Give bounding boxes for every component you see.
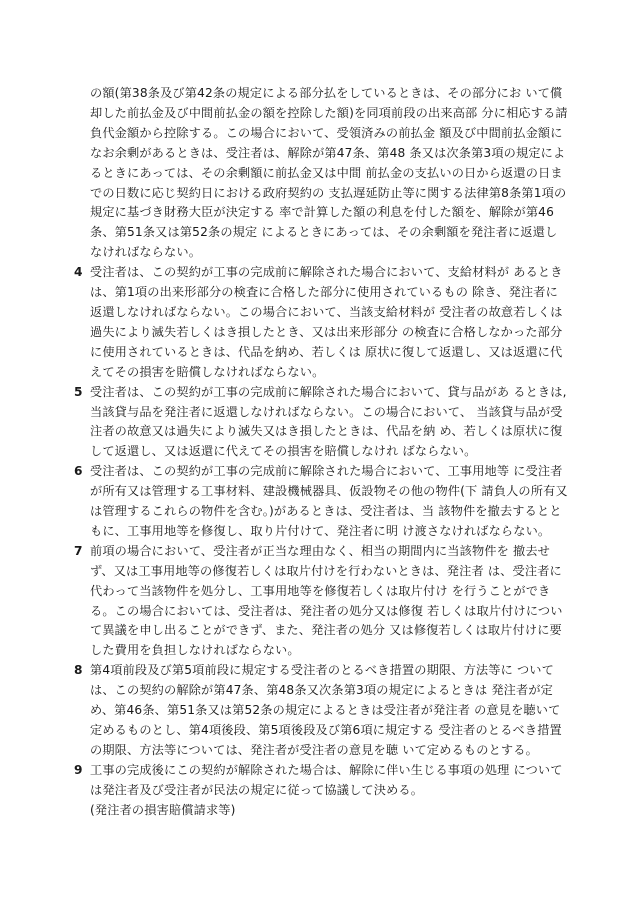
item-number: 6 bbox=[74, 464, 83, 479]
item-text: 受注者は、この契約が工事の完成前に解除された場合において、貸与品があ るときは,当該貸与品を発注者に返還しなければならない。この場合において、 当該貸与品が受注者の故意又は過失により滅失又はき損したときは、代品を納 め、若しくは原状に復して返還し、又は返還に代えてその損害を賠償しなけれ ばならない。 bbox=[90, 384, 567, 459]
item-text: 工事の完成後にこの契約が解除された場合は、解除に伴い生じる事項の処理 については発注者及び受注者が民法の規定に従って協議して決める。 bbox=[90, 762, 563, 797]
item-number: 8 bbox=[74, 663, 83, 678]
item-text: 第4項前段及び第5項前段に規定する受注者のとるべき措置の期限、方法等に ついては、この契約の解除が第47条、第48条又次条第3項の規定によるときは 発注者が定め、第46条、第51条又は第52条の規定によるときは受注者が発注者 の意見を聴いて定めるものとし、第4項後段、第5項後段及び第6項に規定する 受注者のとるべき措置の期限、方法等については、発注者が受注者の意見を聴 いて定めるものとする。 bbox=[90, 663, 562, 757]
item-text: 前項の場合において、受注者が正当な理由なく、相当の期間内に当該物件を 撤去せず、又は工事用地等の修復若しくは取片付けを行わないときは、発注者 は、受注者に代わって当該物件を処分し、工事用地等を修復若しくは取片付け を行うことができる。この場合においては、受注者は、発注者の処分又は修復 若しくは取片付けについて異議を申し出ることができず、また、発注者の処分 又は修復若しくは取片付けに要した費用を負担しなければならない。 bbox=[90, 543, 563, 658]
item-text: 受注者は、この契約が工事の完成前に解除された場合において、支給材料が あるときは、第1項の出来形部分の検査に合格した部分に使用されているもの 除き、発注者に返還しなければならない。この場合において、当該支給材料が 受注者の故意若しくは過失により滅失若しくはき損したとき、又は出来形部分 の検査に合格しなかった部分に使用されているときは、代品を納め、若しくは 原状に復して返還し、又は返還に代えてその損害を賠償しなければならない。 bbox=[90, 265, 563, 379]
next-article-heading: (発注者の損害賠償請求等) bbox=[90, 802, 236, 817]
item-text: 受注者は、この契約が工事の完成前に解除された場合において、工事用地等 に受注者が所有又は管理する工事材料、建設機械器具、仮設物その他の物件(下 請負人の所有又は管理するこれらの物件を含む。)があるときは、受注者は、当 該物件を撤去するとともに、工事用地等を修復し、取り片付けて、発注者に明 け渡さなければならない。 bbox=[90, 464, 568, 538]
item-number: 5 bbox=[74, 384, 83, 399]
paragraph-3-continuation: の額(第38条及び第42条の規定による部分払をしているときは、その部分にお いて償却した前払金及び中間前払金の額を控除した額)を同項前段の出来高部 分に相応する請負代金額から控除する。この場合において、受領済みの前払金 額及び中間前払金額になお余剰があるときは、受注者は、解除が第47条、第48 条又は次条第3項の規定によるときにあっては、その余剰額に前払金又は中間 前払金の支払いの日から返還の日までの日数に応じ契約日における政府契約の 支払遅延防止等に関する法律第8条第1項の規定に基づき財務大臣が決定する 率で計算した額の利息を付した額を、解除が第46条、第51条又は第52条の規定 によるときにあっては、その余剰額を発注者に返還しなければならない。 bbox=[90, 86, 568, 260]
item-number: 7 bbox=[74, 543, 83, 558]
item-9 bbox=[72, 761, 568, 801]
item-6 bbox=[72, 462, 568, 542]
item-number: 9 bbox=[74, 762, 83, 777]
item-5 bbox=[72, 383, 568, 463]
article-body bbox=[72, 84, 568, 821]
item-4 bbox=[72, 263, 568, 382]
item-number: 4 bbox=[74, 265, 83, 280]
item-8 bbox=[72, 661, 568, 761]
item-7 bbox=[72, 542, 568, 661]
